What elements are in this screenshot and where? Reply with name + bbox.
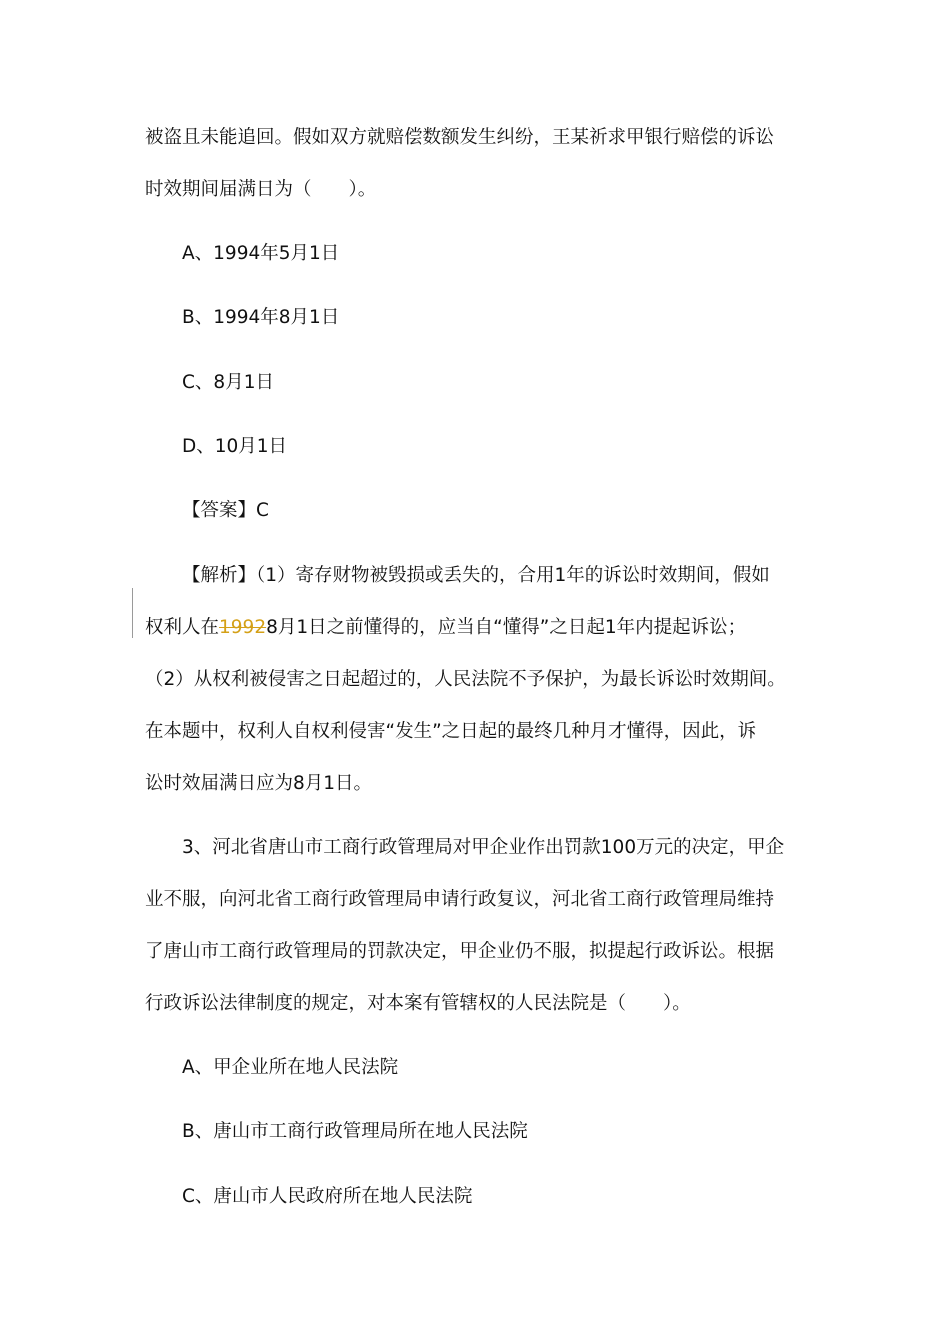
q2-analysis-line-5: 讼时效届满日应为8月1日。: [145, 773, 373, 794]
revision-bar: [132, 588, 133, 638]
q2-text-line-2: 时效期间届满日为（ ）。: [145, 179, 377, 200]
q3-text-line-2: 业不服，向河北省工商行政管理局申请行政复议，河北省工商行政管理局维持: [145, 889, 775, 910]
q2-option-b: B、1994年8月1日: [182, 307, 340, 328]
q3-option-b: B、唐山市工商行政管理局所在地人民法院: [182, 1121, 528, 1142]
q2-answer: 【答案】C: [182, 500, 269, 521]
q2-analysis-line-3: （2）从权利被侵害之日起超过的，人民法院不予保护，为最长诉讼时效期间。: [145, 669, 786, 690]
q3-text-line-4: 行政诉讼法律制度的规定，对本案有管辖权的人民法院是（ ）。: [145, 993, 691, 1014]
q3-text-line-1: 3、河北省唐山市工商行政管理局对甲企业作出罚款100万元的决定，甲企: [182, 837, 785, 858]
q2-analysis-line-2: [145, 616, 746, 640]
q3-text-line-3: 了唐山市工商行政管理局的罚款决定，甲企业仍不服，拟提起行政诉讼。根据: [145, 941, 775, 962]
deleted-text: 1992: [219, 617, 267, 638]
q2-option-d: D、10月1日: [182, 436, 288, 457]
q2-analysis-line-1: 【解析】（1）寄存财物被毁损或丢失的，合用1年的诉讼时效期间，假如: [182, 565, 770, 586]
q3-option-a: A、甲企业所在地人民法院: [182, 1057, 399, 1078]
q2-option-a: A、1994年5月1日: [182, 243, 340, 264]
analysis-text: 8月1日之前懂得的，应当自“懂得”之日起1年内提起诉讼；: [266, 617, 747, 638]
q2-text-line-1: 被盗且未能追回。假如双方就赔偿数额发生纠纷，王某祈求甲银行赔偿的诉讼: [145, 127, 775, 148]
q3-option-c: C、唐山市人民政府所在地人民法院: [182, 1186, 473, 1207]
q2-option-c: C、8月1日: [182, 372, 274, 393]
q2-analysis-line-4: 在本题中，权利人自权利侵害“发生”之日起的最终几种月才懂得，因此，诉: [145, 721, 757, 742]
analysis-text: 权利人在: [145, 617, 220, 638]
